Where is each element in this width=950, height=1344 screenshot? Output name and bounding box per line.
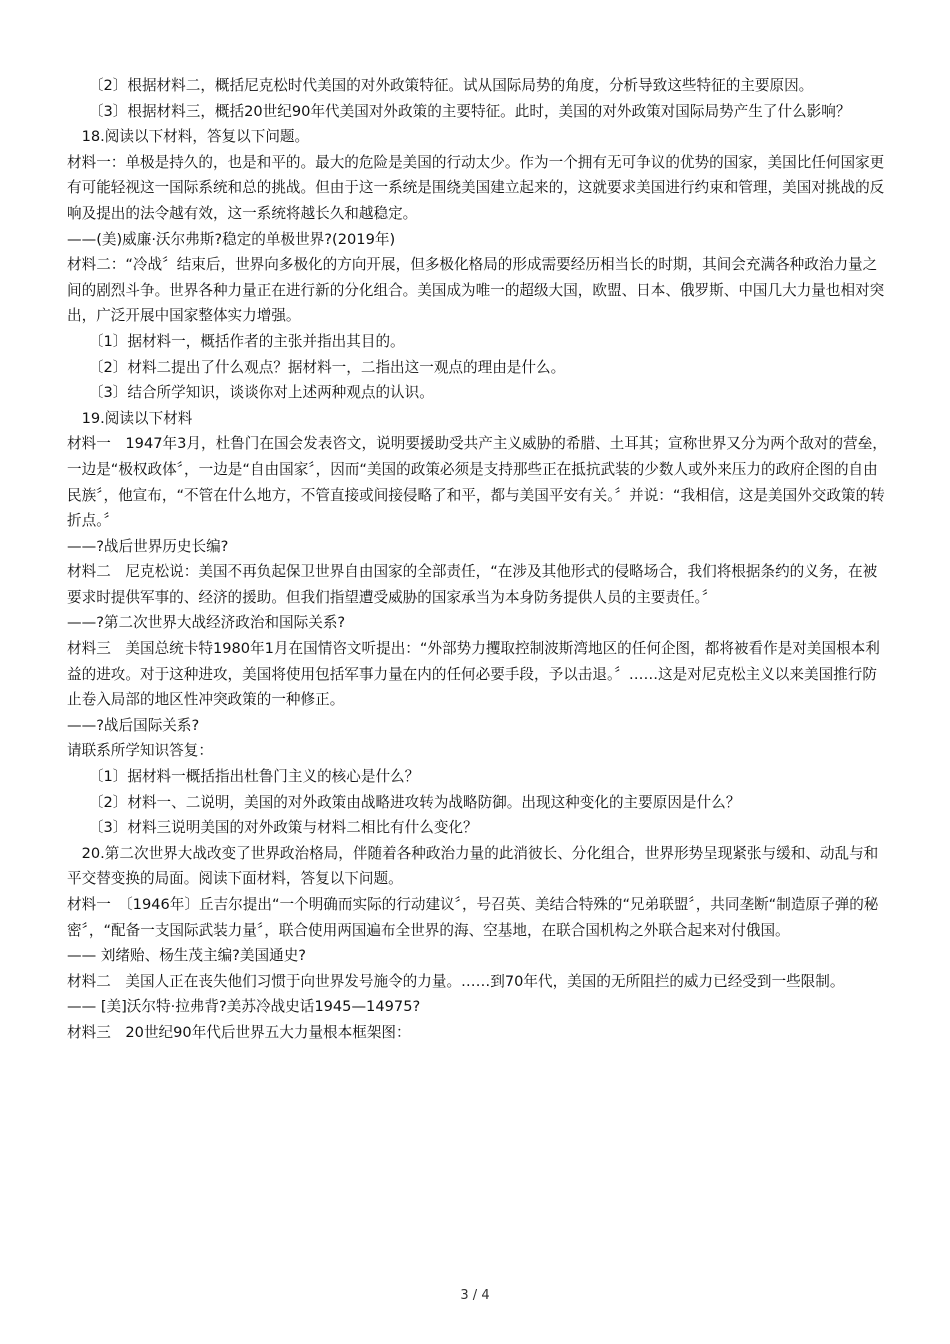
paragraph: 〔3〕结合所学知识，谈谈你对上述两种观点的认识。 [88, 384, 434, 402]
paragraph: 〔1〕据材料一，概括作者的主张并指出其目的。 [88, 332, 405, 350]
paragraph: 材料二 美国人正在丧失他们习惯于向世界发号施令的力量。……到70年代，美国的无所阻拦的威力已经受到一些限制。 [67, 972, 845, 990]
citation: ——?战后国际关系? [67, 716, 200, 734]
paragraph: 〔3〕材料三说明美国的对外政策与材料二相比有什么变化？ [88, 819, 478, 837]
paragraph: 材料一 〔1946年〕丘吉尔提出“一个明确而实际的行动建议〞，号召英、美结合特殊的“兄弟联盟〞，共同垄断“制造原子弹的秘密〞，“配备一支国际武装力量〞，联合使用两国遍布全世界的海、空基地，在联合国机构之外联合起来对付俄国。 [67, 896, 879, 939]
question-heading: 20.第二次世界大战改变了世界政治格局，伴随着各种政治力量的此消彼长、分化组合，世界形势呈现紧张与缓和、动乱与和平交替变换的局面。阅读下面材料，答复以下问题。 [67, 844, 879, 888]
citation: ——?战后世界历史长编? [67, 537, 229, 555]
paragraph: 〔2〕根据材料二，概括尼克松时代美国的对外政策特征。试从国际局势的角度，分析导致这些特征的主要原因。 [88, 77, 814, 94]
document-body [67, 73, 887, 1046]
citation: —— [美]沃尔特·拉弗背?美苏冷战史话1945—14975? [67, 998, 421, 1016]
paragraph: 〔2〕材料二提出了什么观点？据材料一，二指出这一观点的理由是什么。 [88, 358, 566, 376]
paragraph: 〔1〕据材料一概括指出杜鲁门主义的核心是什么？ [88, 768, 420, 786]
question-heading: 19.阅读以下材料 [81, 409, 193, 427]
paragraph: 材料三 20世纪90年代后世界五大力量根本框架图： [67, 1023, 411, 1041]
paragraph: 材料二：“冷战〞结束后，世界向多极化的方向开展，但多极化格局的形成需要经历相当长的时期，其间会充满各种政治力量之间的剧烈斗争。世界各种力量正在进行新的分化组合。美国成为唯一的超级大国，欧盟、日本、俄罗斯、中国几大力量也相对突出，广泛开展中国家整体实力增强。 [67, 256, 885, 325]
citation: ——(美)威廉·沃尔弗斯?稳定的单极世界?(2019年) [67, 230, 396, 248]
paragraph: 材料一 1947年3月，杜鲁门在国会发表咨文，说明要援助受共产主义威胁的希腊、土耳其；宣称世界又分为两个敌对的营垒，一边是“极权政体〞，一边是“自由国家〞，因而“美国的政策必须是支持那些正在抵抗武装的少数人或外来压力的政府企图的自由民族〞，他宣布，“不管在什么地方，不管直接或间接侵略了和平，都与美国平安有关。〞并说：“我相信，这是美国外交政策的转折点。〞 [67, 435, 887, 530]
paragraph: 材料二 尼克松说：美国不再负起保卫世界自由国家的全部责任，“在涉及其他形式的侵略场合，我们将根据条约的义务，在被要求时提供军事的、经济的援助。但我们指望遭受威胁的国家承当为本身防务提供人员的主要责任。〞 [67, 563, 878, 606]
paragraph: 材料一：单极是持久的，也是和平的。最大的危险是美国的行动太少。作为一个拥有无可争议的优势的国家，美国比任何国家更有可能轻视这一国际系统和总的挑战。但由于这一系统是围绕美国建立起来的，这就要求美国进行约束和管理，美国对挑战的反响及提出的法令越有效，这一系统将越长久和越稳定。 [67, 153, 885, 222]
citation: —— 刘绪贻、杨生茂主编?美国通史? [67, 947, 307, 965]
citation: ——?第二次世界大战经济政治和国际关系? [67, 614, 346, 632]
paragraph: 〔2〕材料一、二说明，美国的对外政策由战略进攻转为战略防御。出现这种变化的主要原因是什么？ [88, 793, 741, 811]
paragraph: 请联系所学知识答复： [67, 742, 213, 760]
paragraph: 材料三 美国总统卡特1980年1月在国情咨文听提出：“外部势力攫取控制波斯湾地区的任何企图，都将被看作是对美国根本利益的进攻。对于这种进攻，美国将使用包括军事力量在内的任何必要手段，予以击退。〞……这是对尼克松主义以来美国推行防止卷入局部的地区性冲突政策的一种修正。 [67, 640, 880, 709]
question-heading: 18.阅读以下材料，答复以下问题。 [81, 128, 310, 146]
paragraph: 〔3〕根据材料三，概括20世纪90年代美国对外政策的主要特征。此时，美国的对外政策对国际局势产生了什么影响？ [88, 102, 851, 120]
page-indicator: 3 / 4 [460, 1288, 490, 1303]
